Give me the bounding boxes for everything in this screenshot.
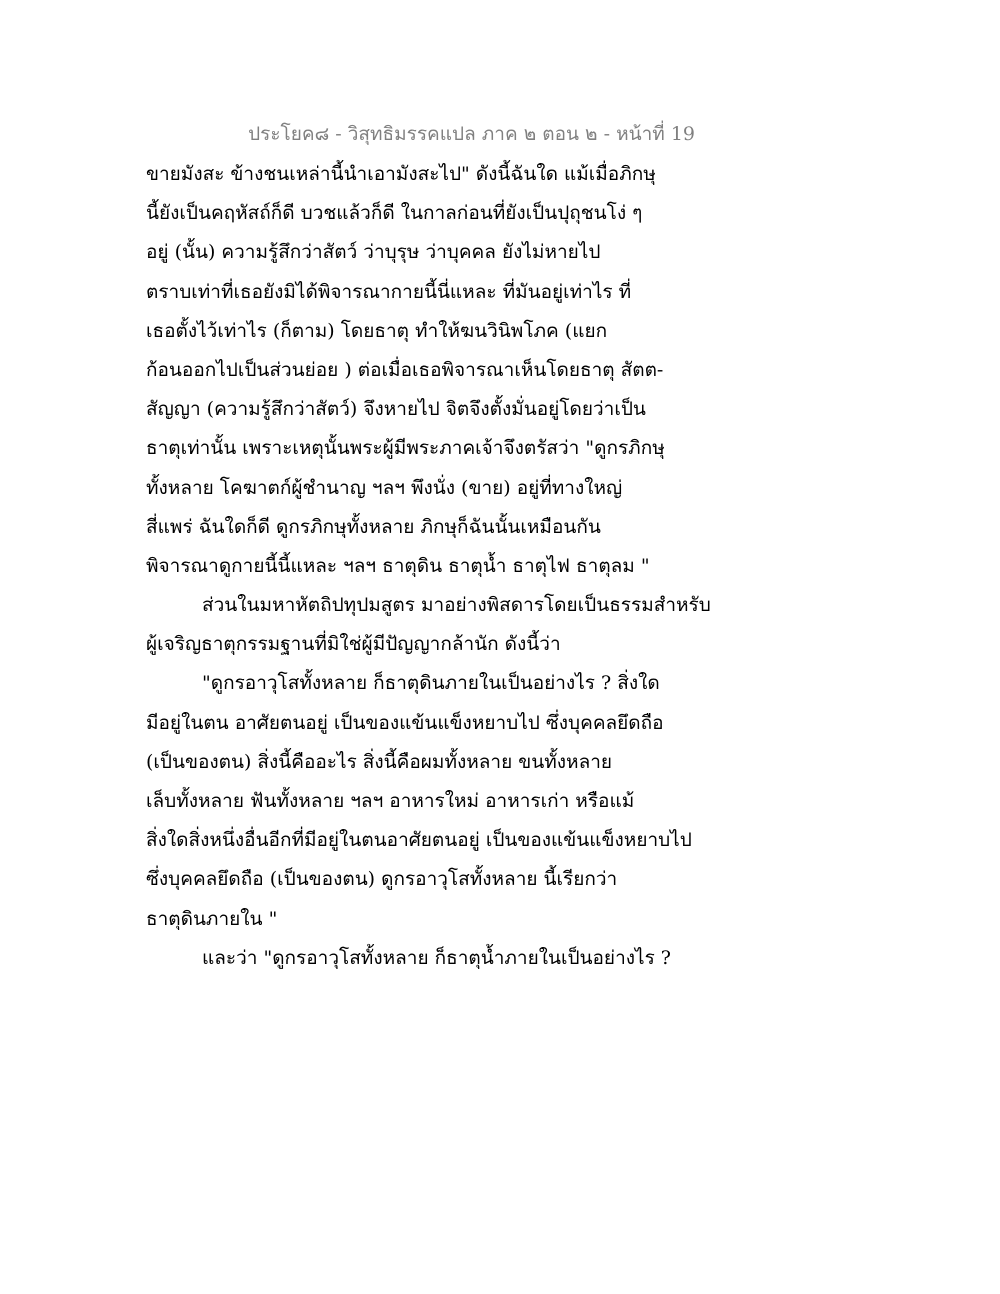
- text-line: สัญญา (ความรู้สึกว่าสัตว์) จึงหายไป จิตจึงตั้งมั่นอยู่โดยว่าเป็น: [146, 398, 646, 421]
- text-line: ทั้งหลาย โคฆาตก์ผู้ชำนาญ ฯลฯ พึงนั่ง (ขาย) อยู่ที่ทางใหญ่: [146, 476, 623, 499]
- text-line: ธาตุดินภายใน ": [146, 907, 278, 930]
- text-line: ผู้เจริญธาตุกรรมฐานที่มิใช่ผู้มีปัญญากล้านัก ดังนี้ว่า: [146, 633, 561, 656]
- text-line: สิ่งใดสิ่งหนึ่งอื่นอีกที่มีอยู่ในตนอาศัยตนอยู่ เป็นของแข้นแข็งหยาบไป: [146, 829, 692, 852]
- text-line: สี่แพร่ ฉันใดก็ดี ดูกรภิกษุทั้งหลาย ภิกษุก็ฉันนั้นเหมือนกัน: [146, 515, 601, 538]
- text-line: ก้อนออกไปเป็นส่วนย่อย ) ต่อเมื่อเธอพิจารณาเห็นโดยธาตุ สัตต-: [146, 358, 664, 381]
- text-line: ซึ่งบุคคลยึดถือ (เป็นของตน) ดูกรอาวุโสทั้งหลาย นี้เรียกว่า: [146, 868, 618, 891]
- paragraph-start-line: และว่า "ดูกรอาวุโสทั้งหลาย ก็ธาตุน้ำภายในเป็นอย่างไร ?: [202, 946, 671, 969]
- text-line: พิจารณาดูกายนี้นี้แหละ ฯลฯ ธาตุดิน ธาตุน้ำ ธาตุไฟ ธาตุลม ": [146, 554, 650, 577]
- body-text: [146, 156, 766, 979]
- text-line: อยู่ (นั้น) ความรู้สึกว่าสัตว์ ว่าบุรุษ ว่าบุคคล ยังไม่หายไป: [146, 241, 601, 264]
- text-line: (เป็นของตน) สิ่งนี้คืออะไร สิ่งนี้คือผมทั้งหลาย ขนทั้งหลาย: [146, 750, 613, 773]
- text-line: ธาตุเท่านั้น เพราะเหตุนั้นพระผู้มีพระภาคเจ้าจึงตรัสว่า "ดูกรภิกษุ: [146, 437, 665, 460]
- text-line: มีอยู่ในตน อาศัยตนอยู่ เป็นของแข้นแข็งหยาบไป ซึ่งบุคคลยึดถือ: [146, 711, 664, 734]
- paragraph-start-line: "ดูกรอาวุโสทั้งหลาย ก็ธาตุดินภายในเป็นอย่างไร ? สิ่งใด: [202, 672, 660, 695]
- text-line: เล็บทั้งหลาย ฟันทั้งหลาย ฯลฯ อาหารใหม่ อาหารเก่า หรือแม้: [146, 790, 635, 812]
- paragraph-start-line: ส่วนในมหาหัตถิปทุปมสูตร มาอย่างพิสดารโดยเป็นธรรมสำหรับ: [202, 594, 711, 617]
- text-line: ตราบเท่าที่เธอยังมิได้พิจารณากายนี้นี่แหละ ที่มันอยู่เท่าไร ที่: [146, 280, 632, 303]
- text-line: เธอตั้งไว้เท่าไร (ก็ตาม) โดยธาตุ ทำให้ฆนวินิพโภค (แยก: [146, 319, 608, 342]
- text-line: นี้ยังเป็นคฤหัสถ์ก็ดี บวชแล้วก็ดี ในกาลก่อนที่ยังเป็นปุถุชนโง่ ๆ: [146, 202, 643, 225]
- text-line: ขายมังสะ ข้างชนเหล่านี้นำเอามังสะไป" ดังนี้ฉันใด แม้เมื่อภิกษุ: [146, 163, 656, 185]
- running-header: ประโยค๘ - วิสุทธิมรรคแปล ภาค ๒ ตอน ๒ - หน้าที่ 19: [248, 123, 695, 145]
